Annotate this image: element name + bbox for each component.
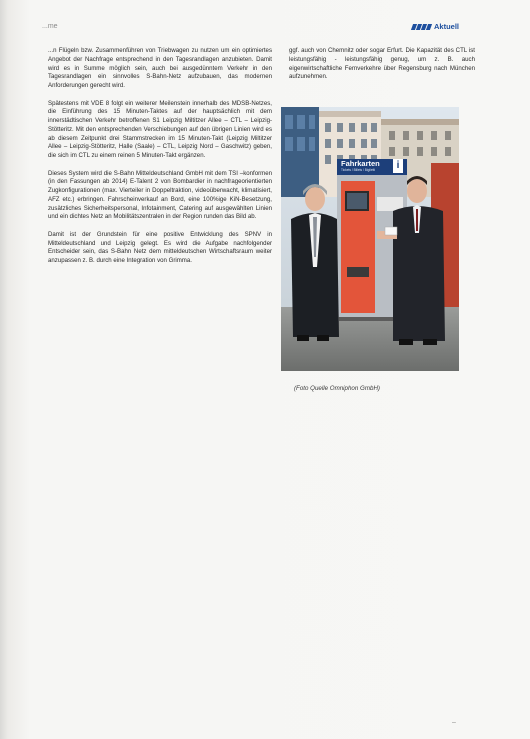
paragraph: Spätestens mit VDE 8 folgt ein weiterer Meilenstein innerhalb des MDSB-Netzes, die Einführung des 15 Minuten-Taktes auf der hauptsächlich mit dem innerstädtischen Verkehr betroffenen S1 Leipzig Miltitzer Allee – CTL – Leipzig-Stötteritz. Mit den entsprechenden Verschiebungen auf den übrigen Linien wird es ab diesem Zeitpunkt drei Stammstrecken im 15 Minuten-Takt (Leipzig Miltitzer Allee – Leipzig-Stötteritz, Halle (Saale) – CTL, Leipzig Nord – Gaschwitz) geben, die sich im CTL zu einem reinen 5 Minuten-Takt ergänzen.	[48, 99, 272, 159]
paragraph: ggf. auch von Chemnitz oder sogar Erfurt. Die Kapazität des CTL ist leistungsfähig - leistungsfähig genug, um z. B. auch eigenwirtschaftliche Fernverkehre über Regensburg nach München aufzunehmen.	[289, 47, 475, 81]
ticket-machine-photo	[281, 107, 459, 371]
running-head-section: ...me	[42, 23, 58, 30]
machine-subheader-label: Tickets / Billets / Biglietti	[341, 168, 376, 172]
info-icon: i	[393, 159, 403, 173]
blue-slash-bars-icon	[412, 24, 431, 30]
machine-header-label: Fahrkarten	[341, 159, 380, 168]
photo-caption: (Foto Quelle Omniphon GmbH)	[294, 385, 380, 392]
photo-illustration	[281, 107, 459, 371]
running-head-aktuell	[412, 22, 459, 31]
right-text-column	[289, 47, 475, 82]
paragraph: ...n Flügeln bzw. Zusammenführen von Triebwagen zu nutzen um ein optimiertes Angebot der Nachfrage entsprechend in den Tagesrandlagen anzubieten. Damit wird es in Summe möglich sein, auch bei ausgedünntem Verkehr in den Tagesrandlagen ein sinnvolles S-Bahn-Netz aufzubauen, das modernen Anforderungen gerecht wird.	[48, 47, 272, 89]
paragraph: Dieses System wird die S-Bahn Mitteldeutschland GmbH mit dem TSI –konformen (in den Fassungen ab 2014) E-Talent 2 von Bombardier in nachfrageorientierten Zugkonfigurationen (max. Vierteiler in Doppeltraktion, videoüberwacht, klimatisiert, AFZ etc.) erbringen. Fahrscheinverkauf an Bord, eine 100%ige KiN-Besetzung, zusätzliches Sicherheitspersonal, Infotainment, Catering auf ausgewählten Linien und ein dichtes Netz an Mobilitätszentralen in der Region runden das Bild ab.	[48, 169, 272, 221]
running-head-label: Aktuell	[434, 22, 460, 31]
left-text-column	[48, 47, 272, 275]
corner-mark: –	[452, 719, 456, 726]
paragraph: Damit ist der Grundstein für eine positive Entwicklung des SPNV in Mitteldeutschland und Leipzig gelegt. Es wird die Aufgabe nachfolgender Entscheider sein, das S-Bahn Netz dem mitteldeutschen Wirtschaftsraum weiter anzupassen z. B. durch eine Integration von Grimma.	[48, 230, 272, 264]
